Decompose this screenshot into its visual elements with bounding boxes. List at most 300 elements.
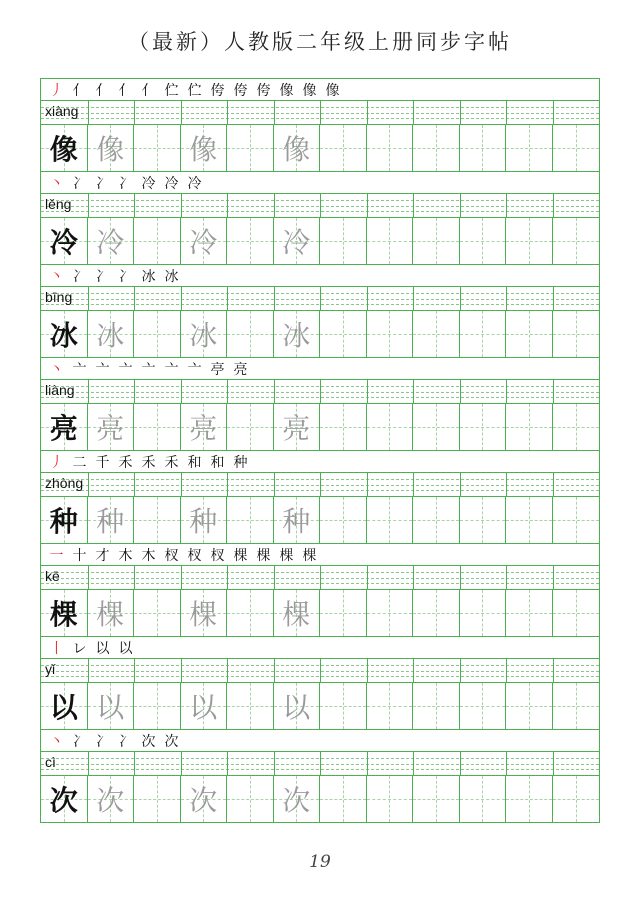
writing-cell[interactable] <box>460 404 507 450</box>
trace-character: 像 <box>282 133 311 166</box>
stroke-step: 冰 <box>141 268 156 285</box>
stroke-step: 伫 <box>187 82 202 99</box>
column-divider <box>181 566 182 589</box>
writing-cell[interactable] <box>367 125 414 171</box>
writing-cell[interactable] <box>88 590 135 636</box>
stroke-order-row <box>41 451 599 473</box>
writing-cell[interactable] <box>134 776 181 822</box>
column-divider <box>413 380 414 403</box>
stroke-step: 冷 <box>187 175 202 192</box>
writing-cell[interactable] <box>367 218 414 264</box>
column-divider <box>227 659 228 682</box>
model-character: 以 <box>49 691 78 724</box>
writing-cell[interactable] <box>227 776 274 822</box>
column-divider <box>506 194 507 217</box>
column-divider <box>88 194 89 217</box>
writing-cell[interactable] <box>181 683 228 729</box>
column-divider <box>460 566 461 589</box>
column-divider <box>274 194 275 217</box>
writing-cell[interactable] <box>553 125 600 171</box>
writing-grid-row <box>41 590 599 637</box>
stroke-step: 冫 <box>95 268 110 285</box>
writing-cell[interactable] <box>134 311 181 357</box>
writing-cell[interactable] <box>134 218 181 264</box>
writing-cell[interactable] <box>460 683 507 729</box>
stroke-step: 亻 <box>141 82 156 99</box>
column-divider <box>88 101 89 124</box>
writing-grid-row <box>41 404 599 451</box>
column-divider <box>181 101 182 124</box>
writing-cell[interactable] <box>460 497 507 543</box>
stroke-step: 像 <box>302 82 317 99</box>
pinyin-row <box>41 101 599 125</box>
column-divider <box>181 752 182 775</box>
column-divider <box>181 194 182 217</box>
column-divider <box>553 287 554 310</box>
stroke-order-row <box>41 544 599 566</box>
column-divider <box>506 380 507 403</box>
stroke-step: 亠 <box>118 361 133 378</box>
stroke-step: 冷 <box>164 175 179 192</box>
writing-cell[interactable] <box>413 776 460 822</box>
stroke-step: 侉 <box>233 82 248 99</box>
writing-cell[interactable] <box>88 683 135 729</box>
writing-cell[interactable] <box>274 590 321 636</box>
stroke-order-row <box>41 637 599 659</box>
writing-cell[interactable] <box>460 776 507 822</box>
stroke-step: 亻 <box>95 82 110 99</box>
stroke-step: 禾 <box>164 454 179 471</box>
column-divider <box>134 380 135 403</box>
character-block <box>41 544 599 637</box>
writing-cell[interactable] <box>181 776 228 822</box>
pinyin-row <box>41 380 599 404</box>
writing-cell[interactable] <box>320 218 367 264</box>
writing-cell[interactable] <box>41 311 88 357</box>
writing-cell[interactable] <box>460 590 507 636</box>
stroke-step: 冫 <box>95 733 110 750</box>
stroke-step: 冰 <box>164 268 179 285</box>
column-divider <box>413 287 414 310</box>
trace-character: 像 <box>96 133 125 166</box>
column-divider <box>274 566 275 589</box>
stroke-step: 冫 <box>72 733 87 750</box>
column-divider <box>413 101 414 124</box>
trace-character: 冷 <box>96 226 125 259</box>
column-divider <box>227 101 228 124</box>
column-divider <box>134 566 135 589</box>
practice-sheet <box>40 78 600 823</box>
writing-cell[interactable] <box>320 125 367 171</box>
trace-character: 种 <box>189 505 218 538</box>
writing-cell[interactable] <box>506 218 553 264</box>
stroke-step: 棵 <box>233 547 248 564</box>
trace-character: 棵 <box>189 598 218 631</box>
stroke-step: 种 <box>233 454 248 471</box>
column-divider <box>413 659 414 682</box>
writing-cell[interactable] <box>227 311 274 357</box>
column-divider <box>506 101 507 124</box>
writing-cell[interactable] <box>88 404 135 450</box>
model-character: 冰 <box>49 319 78 352</box>
writing-cell[interactable] <box>274 404 321 450</box>
column-divider <box>460 473 461 496</box>
stroke-step: 次 <box>141 733 156 750</box>
column-divider <box>134 752 135 775</box>
column-divider <box>134 287 135 310</box>
writing-cell[interactable] <box>553 218 600 264</box>
writing-cell[interactable] <box>227 218 274 264</box>
model-character: 像 <box>49 133 78 166</box>
writing-cell[interactable] <box>181 218 228 264</box>
stroke-step: 亮 <box>233 361 248 378</box>
writing-cell[interactable] <box>367 683 414 729</box>
column-divider <box>553 194 554 217</box>
writing-cell[interactable] <box>506 404 553 450</box>
stroke-step: 次 <box>164 733 179 750</box>
writing-cell[interactable] <box>506 683 553 729</box>
writing-cell[interactable] <box>134 125 181 171</box>
stroke-step: 伫 <box>164 82 179 99</box>
column-divider <box>367 473 368 496</box>
stroke-step: 侉 <box>210 82 225 99</box>
trace-character: 次 <box>189 784 218 817</box>
stroke-step: 丿 <box>49 454 64 471</box>
column-divider <box>367 752 368 775</box>
writing-cell[interactable] <box>320 404 367 450</box>
writing-cell[interactable] <box>320 311 367 357</box>
writing-cell[interactable] <box>88 218 135 264</box>
column-divider <box>460 752 461 775</box>
writing-cell[interactable] <box>413 311 460 357</box>
stroke-step: 木 <box>141 547 156 564</box>
pinyin-label: lěng <box>45 196 72 212</box>
writing-cell[interactable] <box>553 311 600 357</box>
writing-cell[interactable] <box>506 311 553 357</box>
column-divider <box>413 194 414 217</box>
writing-cell[interactable] <box>274 683 321 729</box>
writing-cell[interactable] <box>41 404 88 450</box>
writing-cell[interactable] <box>413 125 460 171</box>
writing-cell[interactable] <box>553 404 600 450</box>
pinyin-row <box>41 566 599 590</box>
trace-character: 棵 <box>282 598 311 631</box>
stroke-step: 杈 <box>210 547 225 564</box>
column-divider <box>274 473 275 496</box>
column-divider <box>227 473 228 496</box>
stroke-step: 丨 <box>49 640 64 657</box>
character-block <box>41 358 599 451</box>
column-divider <box>320 473 321 496</box>
writing-cell[interactable] <box>320 776 367 822</box>
writing-cell[interactable] <box>506 125 553 171</box>
stroke-order-row <box>41 730 599 752</box>
stroke-step: 冫 <box>118 268 133 285</box>
stroke-step: 亠 <box>164 361 179 378</box>
writing-cell[interactable] <box>413 497 460 543</box>
writing-cell[interactable] <box>134 404 181 450</box>
column-divider <box>227 566 228 589</box>
stroke-step: 亻 <box>72 82 87 99</box>
column-divider <box>274 380 275 403</box>
column-divider <box>367 101 368 124</box>
column-divider <box>460 380 461 403</box>
stroke-step: 一 <box>49 547 64 564</box>
column-divider <box>506 473 507 496</box>
writing-cell[interactable] <box>134 497 181 543</box>
writing-cell[interactable] <box>274 218 321 264</box>
pinyin-label: cì <box>45 754 56 770</box>
column-divider <box>274 287 275 310</box>
stroke-step: 千 <box>95 454 110 471</box>
column-divider <box>88 287 89 310</box>
stroke-step: 丶 <box>49 733 64 750</box>
page-title: （最新）人教版二年级上册同步字帖 <box>128 30 512 54</box>
page-number: 19 <box>309 852 331 872</box>
writing-cell[interactable] <box>413 683 460 729</box>
writing-cell[interactable] <box>553 776 600 822</box>
stroke-step: 棵 <box>256 547 271 564</box>
column-divider <box>367 194 368 217</box>
writing-cell[interactable] <box>227 683 274 729</box>
column-divider <box>320 752 321 775</box>
column-divider <box>413 752 414 775</box>
column-divider <box>134 194 135 217</box>
stroke-step: 像 <box>279 82 294 99</box>
writing-cell[interactable] <box>413 404 460 450</box>
trace-character: 以 <box>282 691 311 724</box>
stroke-step: 冫 <box>118 733 133 750</box>
column-divider <box>367 659 368 682</box>
stroke-step: 像 <box>325 82 340 99</box>
column-divider <box>88 473 89 496</box>
writing-cell[interactable] <box>413 218 460 264</box>
column-divider <box>88 659 89 682</box>
pinyin-label: xiàng <box>45 103 79 119</box>
writing-cell[interactable] <box>460 311 507 357</box>
pinyin-row <box>41 287 599 311</box>
stroke-step: 禾 <box>118 454 133 471</box>
column-divider <box>320 659 321 682</box>
character-block <box>41 637 599 730</box>
column-divider <box>181 473 182 496</box>
column-divider <box>460 101 461 124</box>
writing-cell[interactable] <box>460 218 507 264</box>
trace-character: 次 <box>282 784 311 817</box>
writing-cell[interactable] <box>181 497 228 543</box>
pinyin-row <box>41 473 599 497</box>
writing-cell[interactable] <box>181 125 228 171</box>
character-block <box>41 79 599 172</box>
stroke-step: レ <box>72 640 87 657</box>
writing-cell[interactable] <box>274 497 321 543</box>
writing-cell[interactable] <box>320 590 367 636</box>
writing-cell[interactable] <box>88 497 135 543</box>
stroke-step: 禾 <box>141 454 156 471</box>
stroke-step: 才 <box>95 547 110 564</box>
column-divider <box>506 566 507 589</box>
column-divider <box>320 380 321 403</box>
writing-cell[interactable] <box>274 311 321 357</box>
pinyin-row <box>41 752 599 776</box>
character-block <box>41 730 599 822</box>
trace-character: 次 <box>96 784 125 817</box>
writing-cell[interactable] <box>181 590 228 636</box>
writing-grid-row <box>41 125 599 172</box>
writing-cell[interactable] <box>367 497 414 543</box>
stroke-step: 侉 <box>256 82 271 99</box>
column-divider <box>367 287 368 310</box>
column-divider <box>460 287 461 310</box>
character-block <box>41 172 599 265</box>
column-divider <box>274 659 275 682</box>
stroke-step: 冫 <box>118 175 133 192</box>
column-divider <box>320 194 321 217</box>
writing-grid-row <box>41 311 599 358</box>
column-divider <box>367 380 368 403</box>
trace-character: 种 <box>96 505 125 538</box>
column-divider <box>227 194 228 217</box>
writing-cell[interactable] <box>460 125 507 171</box>
writing-cell[interactable] <box>41 776 88 822</box>
writing-grid-row <box>41 683 599 730</box>
stroke-order-row <box>41 172 599 194</box>
stroke-order-row <box>41 265 599 287</box>
stroke-step: 亠 <box>95 361 110 378</box>
stroke-step: 木 <box>118 547 133 564</box>
column-divider <box>181 287 182 310</box>
stroke-step: 亻 <box>118 82 133 99</box>
writing-cell[interactable] <box>181 404 228 450</box>
writing-cell[interactable] <box>553 590 600 636</box>
pinyin-label: kē <box>45 568 60 584</box>
stroke-step: 和 <box>187 454 202 471</box>
trace-character: 冷 <box>282 226 311 259</box>
column-divider <box>181 659 182 682</box>
trace-character: 冰 <box>282 319 311 352</box>
pinyin-label: liàng <box>45 382 75 398</box>
stroke-order-row <box>41 79 599 101</box>
stroke-step: 冫 <box>72 268 87 285</box>
column-divider <box>553 473 554 496</box>
trace-character: 像 <box>189 133 218 166</box>
writing-cell[interactable] <box>181 311 228 357</box>
character-block <box>41 265 599 358</box>
pinyin-row <box>41 194 599 218</box>
trace-character: 亮 <box>282 412 311 445</box>
writing-cell[interactable] <box>413 590 460 636</box>
column-divider <box>181 380 182 403</box>
stroke-step: 杈 <box>187 547 202 564</box>
stroke-step: 亭 <box>210 361 225 378</box>
trace-character: 亮 <box>96 412 125 445</box>
writing-cell[interactable] <box>227 497 274 543</box>
column-divider <box>460 659 461 682</box>
model-character: 棵 <box>49 598 78 631</box>
stroke-step: 丶 <box>49 175 64 192</box>
column-divider <box>553 380 554 403</box>
writing-cell[interactable] <box>367 776 414 822</box>
writing-grid-row <box>41 776 599 822</box>
writing-cell[interactable] <box>227 125 274 171</box>
stroke-step: 丿 <box>49 82 64 99</box>
model-character: 种 <box>49 505 78 538</box>
writing-cell[interactable] <box>367 311 414 357</box>
pinyin-label: bīng <box>45 289 73 305</box>
column-divider <box>553 659 554 682</box>
writing-cell[interactable] <box>134 590 181 636</box>
column-divider <box>134 659 135 682</box>
writing-cell[interactable] <box>506 776 553 822</box>
stroke-step: 丶 <box>49 361 64 378</box>
column-divider <box>88 752 89 775</box>
writing-cell[interactable] <box>134 683 181 729</box>
stroke-step: 以 <box>95 640 110 657</box>
writing-cell[interactable] <box>506 590 553 636</box>
writing-cell[interactable] <box>274 776 321 822</box>
column-divider <box>320 101 321 124</box>
writing-cell[interactable] <box>88 311 135 357</box>
writing-cell[interactable] <box>227 590 274 636</box>
writing-cell[interactable] <box>88 125 135 171</box>
pinyin-label: zhòng <box>45 475 84 491</box>
writing-cell[interactable] <box>274 125 321 171</box>
writing-cell[interactable] <box>506 497 553 543</box>
trace-character: 冰 <box>96 319 125 352</box>
column-divider <box>413 566 414 589</box>
trace-character: 冰 <box>189 319 218 352</box>
column-divider <box>227 287 228 310</box>
column-divider <box>553 101 554 124</box>
writing-cell[interactable] <box>41 590 88 636</box>
stroke-step: 亠 <box>187 361 202 378</box>
writing-cell[interactable] <box>41 683 88 729</box>
writing-cell[interactable] <box>41 218 88 264</box>
writing-grid-row <box>41 497 599 544</box>
model-character: 次 <box>49 784 78 817</box>
writing-cell[interactable] <box>41 497 88 543</box>
trace-character: 棵 <box>96 598 125 631</box>
stroke-step: 丶 <box>49 268 64 285</box>
writing-cell[interactable] <box>367 590 414 636</box>
writing-cell[interactable] <box>320 497 367 543</box>
writing-cell[interactable] <box>367 404 414 450</box>
model-character: 亮 <box>49 412 78 445</box>
stroke-step: 十 <box>72 547 87 564</box>
stroke-step: 二 <box>72 454 87 471</box>
stroke-step: 亠 <box>141 361 156 378</box>
column-divider <box>88 380 89 403</box>
stroke-step: 以 <box>118 640 133 657</box>
writing-cell[interactable] <box>88 776 135 822</box>
column-divider <box>553 566 554 589</box>
column-divider <box>506 287 507 310</box>
writing-cell[interactable] <box>553 683 600 729</box>
column-divider <box>88 566 89 589</box>
writing-cell[interactable] <box>320 683 367 729</box>
column-divider <box>506 752 507 775</box>
writing-cell[interactable] <box>553 497 600 543</box>
character-block <box>41 451 599 544</box>
stroke-step: 冫 <box>95 175 110 192</box>
column-divider <box>227 752 228 775</box>
column-divider <box>367 566 368 589</box>
column-divider <box>227 380 228 403</box>
writing-cell[interactable] <box>227 404 274 450</box>
column-divider <box>274 101 275 124</box>
trace-character: 种 <box>282 505 311 538</box>
writing-cell[interactable] <box>41 125 88 171</box>
